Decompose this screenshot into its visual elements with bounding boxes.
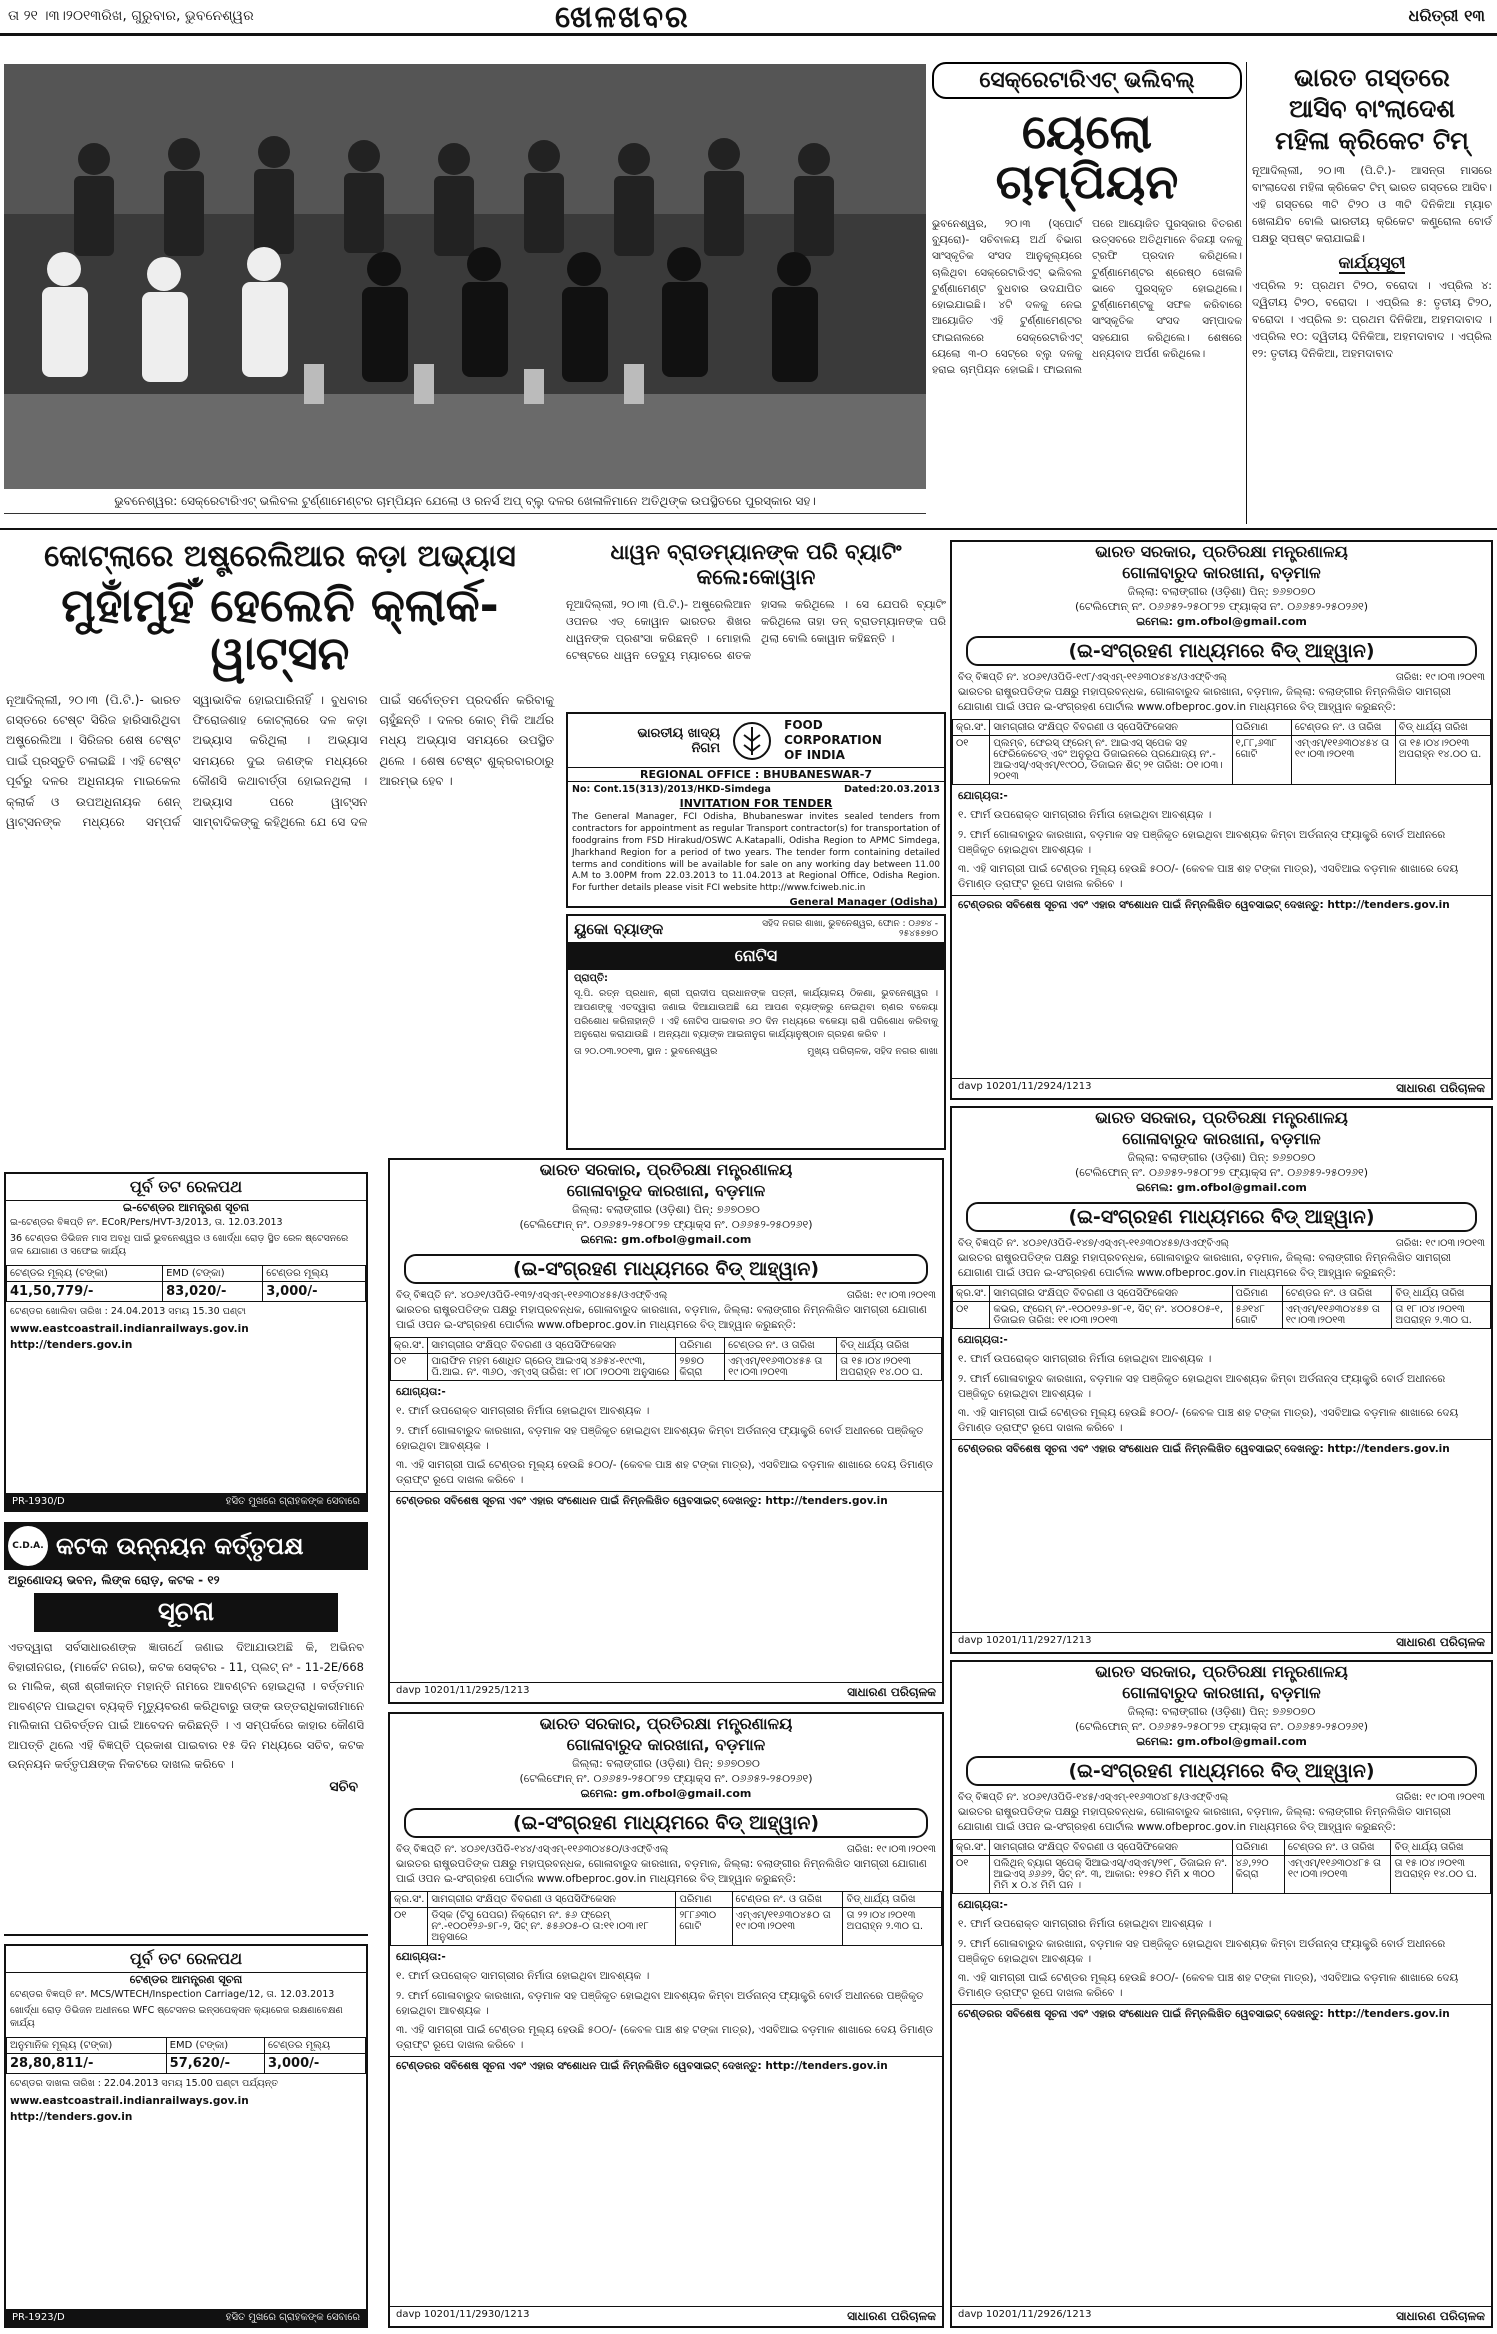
ofb-tender-ad: [388, 1158, 944, 1704]
ofb-header-1: ଭାରତ ସରକାର, ପ୍ରତିରକ୍ଷା ମନ୍ତ୍ରଣାଳୟ: [1095, 1108, 1348, 1127]
ofb-code: davp 10201/11/2925/1213: [396, 1685, 530, 1696]
ecor2-work: ଖୋର୍ଦ୍ଧା ରୋଡ଼ ଡିଭିଜନ ଅଧୀନରେ WFC ଷ୍ଟେସନର ଇନ୍‌ସପେକ୍ସନ କ୍ୟାରେଜ ରକ୍ଷଣାବେକ୍ଷଣ କାର୍ଯ୍ୟ: [10, 2005, 343, 2030]
uco-body: ସୂ.ପି. ରତ୍ନ ପ୍ରଧାନ, ଶ୍ରୀ ପ୍ରଦୀପ ପ୍ରଧାନଙ୍କ ପତ୍ନୀ, କାର୍ଯ୍ୟାଳୟ ଠିକଣା, ଭୁବନେଶ୍ୱର । ଆପଣଙ୍କୁ ଏତଦ୍ୱାରା ଜଣାଇ ଦିଆଯାଉଅଛି ଯେ ଆପଣ ବ୍ୟାଙ୍କରୁ ନେଇଥିବା ଋଣର ବକେୟା ପରିଶୋଧ କରିନାହାନ୍ତି । ଏହି ନୋଟିସ ପାଇବାର ୬୦ ଦିନ ମଧ୍ୟରେ ବକେୟା ରାଶି ପରିଶୋଧ କରିବାକୁ ଅନୁରୋଧ କରାଯାଉଛି । ଅନ୍ୟଥା ବ୍ୟାଙ୍କ ଆଇନାନୁଗ କାର୍ଯ୍ୟାନୁଷ୍ଠାନ ଗ୍ରହଣ କରିବ ।: [574, 988, 938, 1041]
ofb-eligibility-title: ଯୋଗ୍ୟତା:-: [396, 1951, 446, 1964]
ofb-intro: ଭାରତର ରାଷ୍ଟ୍ରପତିଙ୍କ ପକ୍ଷରୁ ମହାପ୍ରବନ୍ଧକ, ଗୋଳାବାରୁଦ କାରଖାନା, ବଡ଼ମାଳ, ଜିଲ୍ଲା: ବଲାଙ୍ଗୀର ନିମ୍ନଲିଖିତ ସାମଗ୍ରୀ ଯୋଗାଣ ପାଇଁ ଓପନ ଇ-ସଂଗ୍ରହଣ ପୋର୍ଟାଲ www.ofbeproc.gov.in ମାଧ୍ୟମରେ ବିଡ୍ ଆହ୍ୱାନ କରୁଛନ୍ତି:: [958, 685, 1451, 713]
ofb-col-desc: ସାମଗ୍ରୀର ସଂକ୍ଷିପ୍ତ ବିବରଣୀ ଓ ସ୍ପେସିଫିକେସନ: [990, 1286, 1232, 1302]
ofb-district: ଜିଲ୍ଲା: ବଲାଙ୍ଗୀର (ଓଡ଼ିଶା) ପିନ୍: ୭୬୭୦୭୦: [1127, 584, 1316, 598]
fci-logo-icon: [732, 721, 772, 761]
ofb-eligibility-title: ଯୋଗ୍ୟତା:-: [396, 1386, 446, 1399]
ofb-close: ତା ୧୫।୦୪।୨୦୧୩ ଅପରାହ୍ନ ୧୪.୦୦ ଘ.: [1391, 1856, 1491, 1894]
fci-org-en-1: FOOD: [784, 718, 823, 732]
cda-address: ଅରୁଣୋଦୟ ଭବନ, ଲିଙ୍କ ରୋଡ଼, କଟକ - ୧୨: [8, 1573, 220, 1587]
ofb-note-2: ୨. ଫାର୍ମ ଗୋଳାବାରୁଦ କାରଖାନା, ବଡ଼ମାଳ ସହ ପଞ୍ଜିକୃତ ହୋଇଥିବା ଆବଶ୍ୟକ କିମ୍ବା ଅର୍ଡନାନ୍ସ ଫ୍ୟାକ୍ଟ୍ରି ବୋର୍ଡ ଅଧୀନରେ ପଞ୍ଜିକୃତ ହୋଇଥିବା ଆବଶ୍ୟକ ।: [396, 1989, 924, 2017]
cricket-story: [6, 540, 554, 832]
fci-signature: General Manager (Odisha): [789, 897, 938, 909]
ecor1-value: 41,50,779/-: [7, 1281, 163, 1301]
ofb-col-qty: ପରିମାଣ: [1232, 720, 1291, 736]
table-row: [953, 736, 1491, 785]
ofb-col-tender: ଟେଣ୍ଡର ନଂ. ଓ ତାରିଖ: [725, 1338, 837, 1354]
schedule-title: କାର୍ଯ୍ୟସୂଚୀ: [1338, 252, 1406, 272]
ofb-col-tender: ଟେଣ୍ଡର ନଂ. ଓ ତାରିଖ: [1291, 720, 1395, 736]
lead-kicker: ସେକ୍ରେଟାରିଏଟ୍ ଭଲିବଲ୍: [932, 62, 1242, 99]
uco-to: ପ୍ରାପ୍ତି:: [574, 973, 609, 984]
ofb-tender-ad: [950, 1660, 1493, 2328]
ofb-sl: ୦୧: [391, 1908, 428, 1946]
ofb-phone: (ଟେଲିଫୋନ୍ ନଂ. ୦୬୬୫୨-୨୫୦୮୨୭ ଫ୍ୟାକ୍ସ ନଂ. ୦୬୬୫୨-୨୫୦୨୬୧): [519, 1217, 813, 1231]
schedule-list: ଏପ୍ରିଲ ୨: ପ୍ରଥମ ଟି୨୦, ବରୋଦା । ଏପ୍ରିଲ ୪: ଦ୍ୱିତୀୟ ଟି୨୦, ବରୋଦା । ଏପ୍ରିଲ ୫: ତୃତୀୟ ଟି୨୦, ବରୋଦା । ଏପ୍ରିଲ ୭: ପ୍ରଥମ ଦିନିକିଆ, ଅହମଦାବାଦ । ଏପ୍ରିଲ ୧୦: ଦ୍ୱିତୀୟ ଦିନିକିଆ, ଅହମଦାବାଦ । ଏପ୍ରିଲ ୧୨: ତୃତୀୟ ଦିନିକିଆ, ଅହମଦାବାଦ: [1252, 278, 1492, 361]
cda-body: ଏତଦ୍ୱାରା ସର୍ବସାଧାରଣଙ୍କ ଜ୍ଞାତାର୍ଥେ ଜଣାଇ ଦିଆଯାଉଅଛି କି, ଅଭିନବ ବିହାରୀନଗର, (ମାର୍କେଟ ନଗର), କଟକ ସେକ୍ଟର - 11, ପ୍ଲଟ୍ ନଂ - 11-2E/668 ର ମାଲିକ, ଶ୍ରୀ ଶ୍ରୀକାନ୍ତ ମହାନ୍ତି ନାମରେ ଆବଣ୍ଟନ ହୋଇଥିଲା । ବର୍ତ୍ତମାନ ଆବଣ୍ଟନ ପାଇଥିବା ବ୍ୟକ୍ତି ମୃତ୍ୟୁବରଣ କରିଥିବାରୁ ତାଙ୍କ ଉତ୍ତରାଧିକାରୀମାନେ ମାଲିକାନା ପରିବର୍ତ୍ତନ ପାଇଁ ଆବେଦନ କରିଛନ୍ତି । ଏ ସମ୍ପର୍କରେ କାହାର କୌଣସି ଆପତ୍ତି ଥିଲେ ଏହି ବିଜ୍ଞପ୍ତି ପ୍ରକାଶ ପାଇବାର ୧୫ ଦିନ ମଧ୍ୟରେ ସଚିବ, କଟକ ଉନ୍ନୟନ କର୍ତ୍ତୃପକ୍ଷଙ୍କ ନିକଟରେ ଦାଖଲ କରିବେ ।: [8, 1640, 364, 1772]
team-photo-illustration: [4, 64, 926, 489]
lead-body: ଭୁବନେଶ୍ୱର, ୨୦।୩ (ସ୍ପୋର୍ଟ ବ୍ୟୁରୋ)- ସଚିବାଳୟ ଅର୍ଥ ବିଭାଗ ସାଂସ୍କୃତିକ ସଂସଦ ଆନୁକୂଲ୍ୟରେ ଚାଲିଥିବା ସେକ୍ରେଟାରିଏଟ୍ ଭଲିବଲ ଟୁର୍ଣ୍ଣାମେଣ୍ଟ ବୁଧବାର ଉଦଯାପିତ ହୋଇଯାଇଛି। ୪ଟି ଦଳକୁ ନେଇ ଆୟୋଜିତ ଏହି ଟୁର୍ଣ୍ଣାମେଣ୍ଟର ଫାଇନାଲରେ ସେକ୍ରେଟାରିଏଟ୍ ୟେଲୋ ୩-୦ ସେଟ୍‌ରେ ବ୍ଲୁ ଦଳକୁ ହରାଇ ଚାମ୍ପିୟନ ହୋଇଛି। ଫାଇନାଲ ପରେ ଆୟୋଜିତ ପୁରସ୍କାର ବିତରଣ ଉତ୍ସବରେ ଅତିଥିମାନେ ବିଜୟୀ ଦଳକୁ ଟ୍ରଫି ପ୍ରଦାନ କରିଥିଲେ। ଟୁର୍ଣ୍ଣାମେଣ୍ଟର ଶ୍ରେଷ୍ଠ ଖେଳାଳି ଭାବେ ପୁରସ୍କୃତ ହୋଇଥିଲେ। ଟୁର୍ଣ୍ଣାମେଣ୍ଟକୁ ସଫଳ କରିବାରେ ସାଂସ୍କୃତିକ ସଂସଦ ସମ୍ପାଦକ ସହଯୋଗ କରିଥିଲେ। ଶେଷରେ ଧନ୍ୟବାଦ ଅର୍ପଣ କରିଥିଲେ।: [932, 217, 1242, 377]
fci-regional: REGIONAL OFFICE : BHUBANESWAR-7: [568, 767, 944, 782]
ofb-col-close: ବିଡ୍ ଧାର୍ଯ୍ୟ ତାରିଖ: [1395, 720, 1490, 736]
ofb-col-qty: ପରିମାଣ: [1232, 1840, 1284, 1856]
dhawan-body: ନୂଆଦିଲ୍ଲୀ, ୨୦।୩ (ପି.ଟି.)- ଅଷ୍ଟ୍ରେଲିଆନ ଓପନର ଏଡ୍ କୋୱାନ ଭାରତର ଶିଖର ଧାୱନଙ୍କ ପ୍ରଶଂସା କରିଛନ୍ତି । ମୋହାଲି ଟେଷ୍ଟରେ ଧାୱନ ଡେବ୍ୟୁ ମ୍ୟାଚରେ ଶତକ ହାସଲ କରିଥିଲେ । ସେ ଯେପରି ବ୍ୟାଟିଂ କରିଥିଲେ ତାହା ଡନ୍ ବ୍ରାଡମ୍ୟାନଙ୍କ ପରି ଥିଲା ବୋଲି କୋୱାନ କହିଛନ୍ତି ।: [566, 598, 946, 663]
uco-date: ତା ୨୦.୦୩.୨୦୧୩, ସ୍ଥାନ : ଭୁବନେଶ୍ୱର: [574, 1046, 718, 1058]
ofb-code: davp 10201/11/2924/1213: [958, 1081, 1092, 1092]
ofb-col-qty: ପରିମାଣ: [1232, 1286, 1282, 1302]
ofb-website-note[interactable]: ଟେଣ୍ଡରର ସବିଶେଷ ସୂଚନା ଏବଂ ଏହାର ସଂଶୋଧନ ପାଇଁ ନିମ୍ନଲିଖିତ ୱେବସାଇଟ୍ ଦେଖନ୍ତୁ: http://tenders.gov.in: [390, 1491, 942, 1511]
ofb-col-tender: ଟେଣ୍ଡର ନଂ. ଓ ତାରିଖ: [1284, 1840, 1391, 1856]
ofb-code: davp 10201/11/2930/1213: [396, 2309, 530, 2320]
ofb-date: ତାରିଖ: ୧୯।୦୩।୨୦୧୩: [846, 1289, 936, 1301]
ofb-sign: ସାଧାରଣ ପରିଚାଳକ: [847, 2309, 936, 2323]
ecor1-col-value: ଟେଣ୍ଡର ମୂଲ୍ୟ (ଟଙ୍କା): [7, 1265, 163, 1281]
ofb-sign: ସାଧାରଣ ପରିଚାଳକ: [1396, 1081, 1485, 1095]
ofb-header-2: ଗୋଳାବାରୁଦ କାରଖାନା, ବଡ଼ମାଳ: [1122, 1128, 1321, 1148]
side-headline-1: ଭାରତ ଗସ୍ତରେ: [1294, 63, 1450, 92]
ofb-item: ପାରାଫିନ ମହମ ଶୋଧିତ ଗ୍ରେଡ୍ ଆଇଏସ୍ ୪୬୫୪-୧୯୯୩, ପି.ଆଇ. ନଂ. ୩୬୦, ଏମ୍‌ଏସ୍ ତାରିଖ: ୧୮।୦୮।୨୦୦୩ ଅନୁସାରେ: [428, 1354, 676, 1381]
ofb-close: ତା ୧୫।୦୪।୨୦୧୩ ଅପରାହ୍ନ ୧୪.୦୦ ଘ.: [837, 1354, 942, 1381]
page-label: ଧରିତ୍ରୀ ୧୩: [1408, 6, 1485, 25]
ofb-qty: ୨୭୭୦ କିଗ୍ରା: [676, 1354, 725, 1381]
ofb-qty: ୪୬,୨୨୦ କିଗ୍ରା: [1232, 1856, 1284, 1894]
ecor2-footer: ହସିତ ମୁଖରେ ଗ୍ରାହକଙ୍କ ସେବାରେ: [225, 2312, 360, 2323]
ofb-note-1: ୧. ଫାର୍ମ ଉପରୋକ୍ତ ସାମଗ୍ରୀର ନିର୍ମାତା ହୋଇଥିବା ଆବଶ୍ୟକ ।: [396, 1970, 650, 1983]
ofb-sl: ୦୧: [953, 1856, 990, 1894]
table-row: [391, 1354, 942, 1381]
uco-bank-notice: [566, 914, 946, 1150]
ofb-header-1: ଭାରତ ସରକାର, ପ୍ରତିରକ୍ଷା ମନ୍ତ୍ରଣାଳୟ: [1095, 542, 1348, 561]
ofb-col-desc: ସାମଗ୍ରୀର ସଂକ୍ଷିପ୍ତ ବିବରଣୀ ଓ ସ୍ପେସିଫିକେସନ: [990, 1840, 1232, 1856]
dhawan-headline: ଧାୱନ ବ୍ରାଡମ୍ୟାନଙ୍କ ପରି ବ୍ୟାଟିଂ କଲେ:କୋୱାନ: [610, 540, 902, 589]
uco-address: ସହିଦ ନଗର ଶାଖା, ଭୁବନେଶ୍ୱର, ଫୋନ : ୦୬୭୪ - ୨୫୪୫୭୭୦: [762, 919, 938, 939]
ofb-note-2: ୨. ଫାର୍ମ ଗୋଳାବାରୁଦ କାରଖାନା, ବଡ଼ମାଳ ସହ ପଞ୍ଜିକୃତ ହୋଇଥିବା ଆବଶ୍ୟକ କିମ୍ବା ଅର୍ଡନାନ୍ସ ଫ୍ୟାକ୍ଟ୍ରି ବୋର୍ଡ ଅଧୀନରେ ପଞ୍ଜିକୃତ ହୋଇଥିବା ଆବଶ୍ୟକ ।: [396, 1424, 924, 1452]
column-divider: [1246, 62, 1247, 524]
ecor1-website-2[interactable]: http://tenders.gov.in: [10, 1338, 133, 1351]
section-title: ଖେଳଖବର: [555, 0, 690, 35]
ofb-intro: ଭାରତର ରାଷ୍ଟ୍ରପତିଙ୍କ ପକ୍ଷରୁ ମହାପ୍ରବନ୍ଧକ, ଗୋଳାବାରୁଦ କାରଖାନା, ବଡ଼ମାଳ, ଜିଲ୍ଲା: ବଲାଙ୍ଗୀର ନିମ୍ନଲିଖିତ ସାମଗ୍ରୀ ଯୋଗାଣ ପାଇଁ ଓପନ ଇ-ସଂଗ୍ରହଣ ପୋର୍ଟାଲ www.ofbeproc.gov.in ମାଧ୍ୟମରେ ବିଡ୍ ଆହ୍ୱାନ କରୁଛନ୍ତି:: [958, 1251, 1451, 1279]
ofb-header-1: ଭାରତ ସରକାର, ପ୍ରତିରକ୍ଷା ମନ୍ତ୍ରଣାଳୟ: [1095, 1662, 1348, 1681]
ofb-website-note[interactable]: ଟେଣ୍ଡରର ସବିଶେଷ ସୂଚନା ଏବଂ ଏହାର ସଂଶୋଧନ ପାଇଁ ନିମ୍ନଲିଖିତ ୱେବସାଇଟ୍ ଦେଖନ୍ତୁ: http://tenders.gov.in: [952, 1439, 1491, 1459]
ofb-ad-slot-3: [388, 1158, 944, 1704]
ofb-tender: ଏମ୍‌ଏମ୍/୧୧୬୩୦୪୫୫ ତା ୧୯।୦୩।୨୦୧୩: [725, 1354, 837, 1381]
ofb-header-1: ଭାରତ ସରକାର, ପ୍ରତିରକ୍ଷା ମନ୍ତ୍ରଣାଳୟ: [539, 1160, 793, 1179]
ofb-band: (ଇ-ସଂଗ୍ରହଣ ମାଧ୍ୟମରେ ବିଡ୍ ଆହ୍ୱାନ): [404, 1808, 928, 1838]
ofb-intro: ଭାରତର ରାଷ୍ଟ୍ରପତିଙ୍କ ପକ୍ଷରୁ ମହାପ୍ରବନ୍ଧକ, ଗୋଳାବାରୁଦ କାରଖାନା, ବଡ଼ମାଳ, ଜିଲ୍ଲା: ବଲାଙ୍ଗୀର ନିମ୍ନଲିଖିତ ସାମଗ୍ରୀ ଯୋଗାଣ ପାଇଁ ଓପନ ଇ-ସଂଗ୍ରହଣ ପୋର୍ଟାଲ www.ofbeproc.gov.in ମାଧ୍ୟମରେ ବିଡ୍ ଆହ୍ୱାନ କରୁଛନ୍ତି:: [396, 1303, 927, 1331]
ofb-note-2: ୨. ଫାର୍ମ ଗୋଳାବାରୁଦ କାରଖାନା, ବଡ଼ମାଳ ସହ ପଞ୍ଜିକୃତ ହୋଇଥିବା ଆବଶ୍ୟକ କିମ୍ବା ଅର୍ଡନାନ୍ସ ଫ୍ୟାକ୍ଟ୍ରି ବୋର୍ଡ ଅଧୀନରେ ପଞ୍ଜିକୃତ ହୋଇଥିବା ଆବଶ୍ୟକ ।: [958, 1937, 1446, 1965]
ofb-note-2: ୨. ଫାର୍ମ ଗୋଳାବାରୁଦ କାରଖାନା, ବଡ଼ମାଳ ସହ ପଞ୍ଜିକୃତ ହୋଇଥିବା ଆବଶ୍ୟକ କିମ୍ବା ଅର୍ଡନାନ୍ସ ଫ୍ୟାକ୍ଟ୍ରି ବୋର୍ଡ ଅଧୀନରେ ପଞ୍ଜିକୃତ ହୋଇଥିବା ଆବଶ୍ୟକ ।: [958, 828, 1446, 856]
uco-bank-name: ୟୁକୋ ବ୍ୟାଙ୍କ: [574, 920, 664, 938]
ofb-ad-slot-2: [950, 1106, 1493, 1654]
ecor2-title: ପୂର୍ବ ତଟ ରେଳପଥ: [6, 1946, 366, 1973]
ecor2-col-emd: EMD (ଟଙ୍କା): [166, 2037, 264, 2053]
ofb-sign: ସାଧାରଣ ପରିଚାଳକ: [1396, 2309, 1485, 2323]
side-headline-3: ମହିଳା କ୍ରିକେଟ ଟିମ୍: [1275, 125, 1469, 155]
ofb-item: ପଲିଥିନ୍ ବ୍ୟାଗ ସ୍ପେକ୍ ସିଆଇଏସ୍/ଏସ୍‌ଏମ୍/୨୧୮, ଡିଜାଇନ ନଂ. ଆଇଏସ୍ ୬୬୬୨, ସିଟ୍ ନଂ. ୩, ଆକାର: ୧୨୫୦ ମିମି x ୩୦୦ ମିମି x ୦.୪ ମିମି ଘନ ।: [990, 1856, 1232, 1894]
ofb-district: ଜିଲ୍ଲା: ବଲାଙ୍ଗୀର (ଓଡ଼ିଶା) ପିନ୍: ୭୬୭୦୭୦: [1127, 1704, 1316, 1718]
ecor2-website-2[interactable]: http://tenders.gov.in: [10, 2110, 133, 2123]
ofb-eligibility-title: ଯୋଗ୍ୟତା:-: [958, 1334, 1008, 1347]
fci-body: The General Manager, FCI Odisha, Bhubaneswar invites sealed tenders from contractors for appointment as regular Transport contractor(s) for transportation of foodgrains from FSD Hirakud/OSWC A.Katapalli, Odisha Region to APMC Simdega, Jharkhand Region for a period of two years. The tender form containing detailed terms and conditions will be available for sale on any working day between 11.00 A.M to 3.00PM from 22.03.2013 to 11.04.2013 at Regional Office, Odisha Region. For further details please visit FCI website http://www.fciweb.nic.in: [572, 812, 940, 894]
ofb-date: ତାରିଖ: ୧୯।୦୩।୨୦୧୩: [1395, 671, 1485, 683]
uco-notice-title: ନୋଟିସ: [568, 942, 944, 970]
ecor-tender-ad-2: [4, 1944, 368, 2328]
fci-dated: Dated:20.03.2013: [844, 784, 940, 795]
ecor1-title: ପୂର୍ବ ତଟ ରେଳପଥ: [6, 1174, 366, 1201]
ecor1-col-emd: EMD (ଟଙ୍କା): [163, 1265, 263, 1281]
masthead: [0, 0, 1497, 36]
ofb-col-sl: କ୍ର.ସଂ.: [953, 1840, 990, 1856]
fci-org-en-3: OF INDIA: [784, 748, 845, 762]
ofb-col-desc: ସାମଗ୍ରୀର ସଂକ୍ଷିପ୍ତ ବିବରଣୀ ଓ ସ୍ପେସିଫିକେସନ: [428, 1338, 676, 1354]
ecor2-col-cost: ଟେଣ୍ଡର ମୂଲ୍ୟ: [265, 2037, 366, 2053]
cricket-body: ନୂଆଦିଲ୍ଲୀ, ୨୦।୩ (ପି.ଟି.)- ଭାରତ ଗସ୍ତରେ ଟେଷ୍ଟ ସିରିଜ ହାରିସାରିଥିବା ଅଷ୍ଟ୍ରେଲିଆ । ସିରିଜର ଶେଷ ଟେଷ୍ଟ ପାଇଁ ପ୍ରସ୍ତୁତି ଚଳାଇଛି । ଏହି ଟେଷ୍ଟ ପୂର୍ବରୁ ଦଳର ଅଧିନାୟକ ମାଇକେଲ କ୍ଲାର୍କ ଓ ଉପଅଧିନାୟକ ଶେନ୍ ୱାଟ୍‌ସନଙ୍କ ମଧ୍ୟରେ ସମ୍ପର୍କ ସ୍ୱାଭାବିକ ହୋଇପାରିନାହିଁ । ବୁଧବାର ଫିରୋଜଶାହ କୋଟ୍‌ଲାରେ ଦଳ କଡ଼ା ଅଭ୍ୟାସ କରିଥିଲା । ଅଭ୍ୟାସ ସମୟରେ ଦୁଇ ଜଣଙ୍କ ମଧ୍ୟରେ କୌଣସି କଥାବାର୍ତ୍ତା ହୋଇନଥିଲା । ଅଭ୍ୟାସ ପରେ ୱାଟ୍‌ସନ ସାମ୍ବାଦିକଙ୍କୁ କହିଥିଲେ ଯେ ସେ ଦଳ ପାଇଁ ସର୍ବୋତ୍ତମ ପ୍ରଦର୍ଶନ କରିବାକୁ ଚାହୁଁଛନ୍ତି । ଦଳର କୋଚ୍ ମିକି ଆର୍ଥର ମଧ୍ୟ ଅଭ୍ୟାସ ସମୟରେ ଉପସ୍ଥିତ ଥିଲେ । ଶେଷ ଟେଷ୍ଟ ଶୁକ୍ରବାରଠାରୁ ଆରମ୍ଭ ହେବ ।: [6, 692, 554, 829]
side-headline-2: ଆସିବ ବାଂଲାଦେଶ: [1289, 94, 1455, 124]
ofb-ad-slot-5: [950, 1660, 1493, 2328]
ofb-col-tender: ଟେଣ୍ଡର ନଂ. ଓ ତାରିଖ: [732, 1892, 843, 1908]
ecor1-website[interactable]: www.eastcoastrail.indianrailways.gov.in: [10, 1322, 249, 1335]
ofb-note-3: ୩. ଏହି ସାମଗ୍ରୀ ପାଇଁ ଟେଣ୍ଡର ମୂଲ୍ୟ ହେଉଛି ୫୦୦/- (କେବଳ ପାଞ୍ଚ ଶହ ଟଙ୍କା ମାତ୍ର), ଏସବିଆଇ ବଡ଼ମାଳ ଶାଖାରେ ଦେୟ ଡିମାଣ୍ଡ ଡ୍ରାଫ୍ଟ ରୂପେ ଦାଖଲ କରିବେ ।: [396, 2024, 934, 2052]
ofb-header-2: ଗୋଳାବାରୁଦ କାରଖାନା, ବଡ଼ମାଳ: [1122, 562, 1321, 582]
lead-story: [932, 62, 1242, 378]
dhawan-story: [566, 540, 946, 664]
ofb-note-1: ୧. ଫାର୍ମ ଉପରୋକ୍ତ ସାମଗ୍ରୀର ନିର୍ମାତା ହୋଇଥିବା ଆବଶ୍ୟକ ।: [958, 1918, 1212, 1931]
ofb-website-note[interactable]: ଟେଣ୍ଡରର ସବିଶେଷ ସୂଚନା ଏବଂ ଏହାର ସଂଶୋଧନ ପାଇଁ ନିମ୍ନଲିଖିତ ୱେବସାଇଟ୍ ଦେଖନ୍ତୁ: http://tenders.gov.in: [390, 2056, 942, 2076]
fci-ref: No: Cont.15(313)/2013/HKD-Simdega: [572, 784, 771, 795]
ofb-code: davp 10201/11/2927/1213: [958, 1635, 1092, 1646]
ofb-qty: ୫୬୧୪୮ ଗୋଟି: [1232, 1302, 1282, 1329]
ofb-phone: (ଟେଲିଫୋନ୍ ନଂ. ୦୬୬୫୨-୨୫୦୮୨୭ ଫ୍ୟାକ୍ସ ନଂ. ୦୬୬୫୨-୨୫୦୨୬୧): [519, 1771, 813, 1785]
ofb-col-sl: କ୍ର.ସଂ.: [953, 1286, 990, 1302]
ecor2-cost: 3,000/-: [265, 2053, 366, 2073]
ecor-tender-ad-1: [4, 1172, 368, 1512]
ofb-ref: ବିଡ୍ ବିଜ୍ଞପ୍ତି ନଂ. ୪୦୬୧/ଓପିଡି-୧୪୪/ଏସ୍‌ଏମ୍-୧୧୬୩୦୪୫୦/ଓଏଫ୍‌ବିଏଲ୍: [396, 1843, 669, 1855]
ofb-district: ଜିଲ୍ଲା: ବଲାଙ୍ଗୀର (ଓଡ଼ିଶା) ପିନ୍: ୭୬୭୦୭୦: [572, 1202, 760, 1216]
ofb-note-2: ୨. ଫାର୍ମ ଗୋଳାବାରୁଦ କାରଖାନା, ବଡ଼ମାଳ ସହ ପଞ୍ଜିକୃତ ହୋଇଥିବା ଆବଶ୍ୟକ କିମ୍ବା ଅର୍ଡନାନ୍ସ ଫ୍ୟାକ୍ଟ୍ରି ବୋର୍ଡ ଅଧୀନରେ ପଞ୍ଜିକୃତ ହୋଇଥିବା ଆବଶ୍ୟକ ।: [958, 1372, 1446, 1400]
ofb-phone: (ଟେଲିଫୋନ୍ ନଂ. ୦୬୬୫୨-୨୫୦୮୨୭ ଫ୍ୟାକ୍ସ ନଂ. ୦୬୬୫୨-୨୫୦୨୬୧): [1074, 1719, 1369, 1733]
ofb-col-desc: ସାମଗ୍ରୀର ସଂକ୍ଷିପ୍ତ ବିବରଣୀ ଓ ସ୍ପେସିଫିକେସନ: [990, 720, 1232, 736]
ofb-phone: (ଟେଲିଫୋନ୍ ନଂ. ୦୬୬୫୨-୨୫୦୮୨୭ ଫ୍ୟାକ୍ସ ନଂ. ୦୬୬୫୨-୨୫୦୨୬୧): [1074, 599, 1369, 613]
ofb-col-close: ବିଡ୍ ଧାର୍ଯ୍ୟ ତାରିଖ: [843, 1892, 942, 1908]
ofb-sign: ସାଧାରଣ ପରିଚାଳକ: [1396, 1635, 1485, 1649]
cricket-kicker: କୋଟ୍‌ଲାରେ ଅଷ୍ଟ୍ରେଲିଆର କଡ଼ା ଅଭ୍ୟାସ: [44, 539, 516, 574]
ofb-col-sl: କ୍ର.ସଂ.: [953, 720, 990, 736]
ofb-table: [390, 1891, 942, 1946]
fci-org-odia: ଭାରତୀୟ ଖାଦ୍ୟ ନିଗମ: [637, 725, 721, 756]
ofb-item: ଡିସ୍କ (ଟିସୁ ପେପର) ନିକ୍ରୋମ ନଂ. ୫୬ ଫ୍ରେମ୍ ନଂ.-୧୦୦୧୨୬-୭୮-୨, ସିଟ୍ ନଂ. ୫୫୬୦୫-୦ ତା:୧୧।୦୩।୧୮ ଅନୁସାରେ: [428, 1908, 676, 1946]
ofb-eligibility-title: ଯୋଗ୍ୟତା:-: [958, 790, 1008, 803]
ecor1-cost: 3,000/-: [263, 1281, 366, 1301]
ofb-note-1: ୧. ଫାର୍ମ ଉପରୋକ୍ତ ସାମଗ୍ରୀର ନିର୍ମାତା ହୋଇଥିବା ଆବଶ୍ୟକ ।: [396, 1405, 650, 1418]
ofb-tender: ଏମ୍‌ଏମ୍/୧୧୬୩୦୪୮୫ ତା ୧୯।୦୩।୨୦୧୩: [1284, 1856, 1391, 1894]
ofb-table: [952, 719, 1491, 785]
ofb-ref: ବିଡ୍ ବିଜ୍ଞପ୍ତି ନଂ. ୪୦୬୧/ଓପିଡି-୧୪୫/ଏସ୍‌ଏମ୍-୧୧୬୩୦୪୮୫/ଓଏଫ୍‌ବିଏଲ୍: [958, 1791, 1229, 1803]
fci-tender-ad: [566, 712, 946, 908]
side-body: ନୂଆଦିଲ୍ଲୀ, ୨୦।୩ (ପି.ଟି.)- ଆସନ୍ତା ମାସରେ ବାଂଲାଦେଶ ମହିଳା କ୍ରିକେଟ ଟିମ୍ ଭାରତ ଗସ୍ତରେ ଆସିବ। ଏହି ଗସ୍ତରେ ୩ଟି ଟି୨୦ ଓ ୩ଟି ଦିନିକିଆ ମ୍ୟାଚ ଖେଳାଯିବ ବୋଲି ଭାରତୀୟ କ୍ରିକେଟ କଣ୍ଟ୍ରୋଲ ବୋର୍ଡ ପକ୍ଷରୁ ସ୍ପଷ୍ଟ କରାଯାଇଛି।: [1252, 163, 1492, 245]
ofb-col-sl: କ୍ର.ସଂ.: [391, 1338, 428, 1354]
ofb-ref: ବିଡ୍ ବିଜ୍ଞପ୍ତି ନଂ. ୪୦୬୧/ଓପିଡି-୧୯୮/ଏସ୍‌ଏମ୍-୧୧୬୩୦୪୫୪/ଓଏଫ୍‌ବିଏଲ୍: [958, 671, 1227, 683]
ofb-district: ଜିଲ୍ଲା: ବଲାଙ୍ଗୀର (ଓଡ଼ିଶା) ପିନ୍: ୭୬୭୦୭୦: [572, 1756, 760, 1770]
ofb-note-1: ୧. ଫାର୍ମ ଉପରୋକ୍ତ ସାମଗ୍ରୀର ନିର୍ମାତା ହୋଇଥିବା ଆବଶ୍ୟକ ।: [958, 809, 1212, 822]
ofb-band: (ଇ-ସଂଗ୍ରହଣ ମାଧ୍ୟମରେ ବିଡ୍ ଆହ୍ୱାନ): [966, 1756, 1477, 1786]
ofb-qty: ୨୮୮୬୩୦ ଗୋଟି: [676, 1908, 732, 1946]
ofb-date: ତାରିଖ: ୧୯।୦୩।୨୦୧୩: [846, 1843, 936, 1855]
ofb-intro: ଭାରତର ରାଷ୍ଟ୍ରପତିଙ୍କ ପକ୍ଷରୁ ମହାପ୍ରବନ୍ଧକ, ଗୋଳାବାରୁଦ କାରଖାନା, ବଡ଼ମାଳ, ଜିଲ୍ଲା: ବଲାଙ୍ଗୀର ନିମ୍ନଲିଖିତ ସାମଗ୍ରୀ ଯୋଗାଣ ପାଇଁ ଓପନ ଇ-ସଂଗ୍ରହଣ ପୋର୍ଟାଲ www.ofbeproc.gov.in ମାଧ୍ୟମରେ ବିଡ୍ ଆହ୍ୱାନ କରୁଛନ୍ତି:: [958, 1805, 1451, 1833]
fci-title: INVITATION FOR TENDER: [679, 797, 833, 810]
ofb-table: [390, 1337, 942, 1381]
ofb-tender-ad: [950, 1106, 1493, 1654]
ofb-col-close: ବିଡ୍ ଧାର୍ଯ୍ୟ ତାରିଖ: [837, 1338, 942, 1354]
ofb-tender: ଏମ୍‌ଏମ୍/୧୧୬୩୦୪୫୪ ତା ୧୯।୦୩।୨୦୧୩: [1291, 736, 1395, 785]
ofb-date: ତାରିଖ: ୧୯।୦୩।୨୦୧୩: [1395, 1237, 1485, 1249]
ofb-email: ଇମେଲ: gm.ofbol@gmail.com: [1136, 615, 1307, 629]
cda-org: କଟକ ଉନ୍ନୟନ କର୍ତ୍ତୃପକ୍ଷ: [56, 1532, 304, 1560]
ofb-sl: ୦୧: [953, 1302, 990, 1329]
ecor2-code: PR-1923/D: [12, 2312, 65, 2323]
ofb-eligibility-title: ଯୋଗ୍ୟତା:-: [958, 1899, 1008, 1912]
ecor2-dates: ଟେଣ୍ଡର ଦାଖଲ ତାରିଖ : 22.04.2013 ସମୟ 15.00 ଘଣ୍ଟା ପର୍ଯ୍ୟନ୍ତ: [10, 2077, 279, 2089]
ofb-intro: ଭାରତର ରାଷ୍ଟ୍ରପତିଙ୍କ ପକ୍ଷରୁ ମହାପ୍ରବନ୍ଧକ, ଗୋଳାବାରୁଦ କାରଖାନା, ବଡ଼ମାଳ, ଜିଲ୍ଲା: ବଲାଙ୍ଗୀର ନିମ୍ନଲିଖିତ ସାମଗ୍ରୀ ଯୋଗାଣ ପାଇଁ ଓପନ ଇ-ସଂଗ୍ରହଣ ପୋର୍ଟାଲ www.ofbeproc.gov.in ମାଧ୍ୟମରେ ବିଡ୍ ଆହ୍ୱାନ କରୁଛନ୍ତି:: [396, 1857, 927, 1885]
table-row: [953, 1856, 1491, 1894]
ofb-col-qty: ପରିମାଣ: [676, 1338, 725, 1354]
ofb-close: ତା ୨୨।୦୪।୨୦୧୩ ଅପରାହ୍ନ ୨.୩୦ ଘ.: [843, 1908, 942, 1946]
ofb-band: (ଇ-ସଂଗ୍ରହଣ ମାଧ୍ୟମରେ ବିଡ୍ ଆହ୍ୱାନ): [404, 1254, 928, 1284]
ofb-ad-slot-4: [388, 1712, 944, 2328]
cda-title: ସୂଚନା: [34, 1593, 338, 1632]
ofb-note-3: ୩. ଏହି ସାମଗ୍ରୀ ପାଇଁ ଟେଣ୍ଡର ମୂଲ୍ୟ ହେଉଛି ୫୦୦/- (କେବଳ ପାଞ୍ଚ ଶହ ଟଙ୍କା ମାତ୍ର), ଏସବିଆଇ ବଡ଼ମାଳ ଶାଖାରେ ଦେୟ ଡିମାଣ୍ଡ ଡ୍ରାଫ୍ଟ ରୂପେ ଦାଖଲ କରିବେ ।: [958, 1407, 1459, 1435]
ofb-close: ତା ୧୫।୦୪।୨୦୧୩ ଅପରାହ୍ନ ୧୪.୦୦ ଘ.: [1395, 736, 1490, 785]
ofb-website-note[interactable]: ଟେଣ୍ଡରର ସବିଶେଷ ସୂଚନା ଏବଂ ଏହାର ସଂଶୋଧନ ପାଇଁ ନିମ୍ନଲିଖିତ ୱେବସାଇଟ୍ ଦେଖନ୍ତୁ: http://tenders.gov.in: [952, 895, 1491, 915]
ofb-col-close: ବିଡ୍ ଧାର୍ଯ୍ୟ ତାରିଖ: [1391, 1840, 1491, 1856]
cda-sign: ସଚିବ: [329, 1778, 358, 1795]
uco-sign: ମୁଖ୍ୟ ପରିଚାଳକ, ସହିଦ ନଗର ଶାଖା: [807, 1046, 938, 1058]
ofb-date: ତାରିଖ: ୧୯।୦୩।୨୦୧୩: [1395, 1791, 1485, 1803]
ofb-tender: ଏମ୍‌ଏମ୍/୧୧୬୩୦୪୫୭ ତା ୧୯।୦୩।୨୦୧୩: [1282, 1302, 1392, 1329]
ofb-header-1: ଭାରତ ସରକାର, ପ୍ରତିରକ୍ଷା ମନ୍ତ୍ରଣାଳୟ: [539, 1714, 793, 1733]
ofb-tender-ad: [950, 540, 1493, 1100]
cda-logo: C.D.A.: [8, 1526, 48, 1566]
ofb-band: (ଇ-ସଂଗ୍ରହଣ ମାଧ୍ୟମରେ ବିଡ୍ ଆହ୍ୱାନ): [966, 1202, 1477, 1232]
ofb-qty: ୧,୮୮,୬୩୮ ଗୋଟି: [1232, 736, 1291, 785]
team-photo: [4, 64, 926, 489]
ofb-col-qty: ପରିମାଣ: [676, 1892, 732, 1908]
cricket-headline: ମୁହାଁମୁହିଁ ହେଲେନି କ୍ଲାର୍କ-ୱାଟ୍‌ସନ: [61, 578, 499, 681]
ofb-email: ଇମେଲ: gm.ofbol@gmail.com: [580, 1233, 752, 1247]
ecor2-col-value: ଅନୁମାନିକ ମୂଲ୍ୟ (ଟଙ୍କା): [7, 2037, 167, 2053]
lead-headline: ୟେଲୋ ଚାମ୍ପିୟନ: [995, 104, 1179, 211]
ofb-close: ତା ୧୮।୦୪।୨୦୧୩ ଅପରାହ୍ନ ୨.୩୦ ଘ.: [1392, 1302, 1491, 1329]
ecor2-emd: 57,620/-: [166, 2053, 264, 2073]
ofb-tender: ଏମ୍‌ଏମ୍/୧୧୬୩୦୪୫୦ ତା ୧୯।୦୩।୨୦୧୩: [732, 1908, 843, 1946]
fci-org-en-2: CORPORATION: [784, 733, 882, 747]
ofb-header-2: ଗୋଳାବାରୁଦ କାରଖାନା, ବଡ଼ମାଳ: [566, 1734, 766, 1754]
ofb-item: ପ୍ଲମ୍ବ, ଫେରସ୍ ଫ୍ରେମ୍ ନଂ. ଆଇଏସ୍ ସ୍ପେକ ସହ ଫେରିକେଟେଡ୍ ଏବଂ ଅନୁରୂପ ଡିଜାଇନରେ ପ୍ରଯୋଜ୍ୟ ନଂ.-ଆଇଏସ୍/ଏସ୍‌ଏମ୍/୧୯୦୦, ଡିଜାଇନ ଶିଟ୍ ୨୧ ତାରିଖ: ୦୧।୦୩।୨୦୧୩: [990, 736, 1232, 785]
ofb-note-3: ୩. ଏହି ସାମଗ୍ରୀ ପାଇଁ ଟେଣ୍ଡର ମୂଲ୍ୟ ହେଉଛି ୫୦୦/- (କେବଳ ପାଞ୍ଚ ଶହ ଟଙ୍କା ମାତ୍ର), ଏସବିଆଇ ବଡ଼ମାଳ ଶାଖାରେ ଦେୟ ଡିମାଣ୍ଡ ଡ୍ରାଫ୍ଟ ରୂପେ ଦାଖଲ କରିବେ ।: [958, 863, 1459, 891]
ofb-header-2: ଗୋଳାବାରୁଦ କାରଖାନା, ବଡ଼ମାଳ: [1122, 1682, 1321, 1702]
ofb-sl: ୦୧: [953, 736, 990, 785]
ecor1-subtitle: ଇ-ଟେଣ୍ଡର ଆମନ୍ତ୍ରଣ ସୂଚନା: [122, 1201, 250, 1214]
ofb-code: davp 10201/11/2926/1213: [958, 2309, 1092, 2320]
ecor1-footer: ହସିତ ମୁଖରେ ଗ୍ରାହକଙ୍କ ସେବାରେ: [225, 1496, 360, 1507]
ofb-table: [952, 1285, 1491, 1329]
ecor2-subtitle: ଟେଣ୍ଡର ଆମନ୍ତ୍ରଣ ସୂଚନା: [129, 1973, 243, 1986]
ecor1-col-cost: ଟେଣ୍ଡର ମୂଲ୍ୟ: [263, 1265, 366, 1281]
ofb-note-1: ୧. ଫାର୍ମ ଉପରୋକ୍ତ ସାମଗ୍ରୀର ନିର୍ମାତା ହୋଇଥିବା ଆବଶ୍ୟକ ।: [958, 1353, 1212, 1366]
ecor1-ref: ଇ-ଟେଣ୍ଡର ବିଜ୍ଞପ୍ତି ନଂ. ECoR/Pers/HVT-3/2013, ତା. 12.03.2013: [10, 1217, 283, 1228]
ofb-col-close: ବିଡ୍ ଧାର୍ଯ୍ୟ ତାରିଖ: [1392, 1286, 1491, 1302]
cda-notice: [4, 1522, 368, 1936]
ofb-note-3: ୩. ଏହି ସାମଗ୍ରୀ ପାଇଁ ଟେଣ୍ଡର ମୂଲ୍ୟ ହେଉଛି ୫୦୦/- (କେବଳ ପାଞ୍ଚ ଶହ ଟଙ୍କା ମାତ୍ର), ଏସବିଆଇ ବଡ଼ମାଳ ଶାଖାରେ ଦେୟ ଡିମାଣ୍ଡ ଡ୍ରାଫ୍ଟ ରୂପେ ଦାଖଲ କରିବେ ।: [396, 1459, 934, 1487]
ecor1-table: [6, 1265, 366, 1302]
ofb-email: ଇମେଲ: gm.ofbol@gmail.com: [1136, 1181, 1307, 1195]
ecor1-dates: ଟେଣ୍ଡର ଖୋଲିବା ତାରିଖ : 24.04.2013 ସମୟ 15.30 ଘଣ୍ଟା: [10, 1305, 246, 1317]
ofb-col-desc: ସାମଗ୍ରୀର ସଂକ୍ଷିପ୍ତ ବିବରଣୀ ଓ ସ୍ପେସିଫିକେସନ: [428, 1892, 676, 1908]
ofb-sign: ସାଧାରଣ ପରିଚାଳକ: [847, 1685, 936, 1699]
ofb-table: [952, 1839, 1491, 1894]
ofb-sl: ୦୧: [391, 1354, 428, 1381]
ofb-district: ଜିଲ୍ଲା: ବଲାଙ୍ଗୀର (ଓଡ଼ିଶା) ପିନ୍: ୭୬୭୦୭୦: [1127, 1150, 1316, 1164]
ecor1-emd: 83,020/-: [163, 1281, 263, 1301]
table-row: [953, 1302, 1491, 1329]
ofb-ad-slot-1: [950, 540, 1493, 1100]
ofb-col-tender: ଟେଣ୍ଡର ନଂ. ଓ ତାରିଖ: [1282, 1286, 1392, 1302]
ofb-ref: ବିଡ୍ ବିଜ୍ଞପ୍ତି ନଂ. ୪୦୬୧/ଓପିଡି-୧୪୭/ଏସ୍‌ଏମ୍-୧୧୬୩୦୪୫୭/ଓଏଫ୍‌ବିଏଲ୍: [958, 1237, 1229, 1249]
ecor1-work: 36 ଟେଣ୍ଡର ଡିଭିଜନ ମାସ ଅବଧି ପାଇଁ ଭୁବନେଶ୍ୱର ଓ ଖୋର୍ଦ୍ଧା ରୋଡ଼ ସ୍ଥିତ ରେଳ ଷ୍ଟେସନରେ ଜଳ ଯୋଗାଣ ଓ ସଫେଇ କାର୍ଯ୍ୟ: [10, 1233, 349, 1258]
ecor2-website[interactable]: www.eastcoastrail.indianrailways.gov.in: [10, 2094, 249, 2107]
date-line: ତା ୨୧ ।୩।୨୦୧୩ରିଖ, ଗୁରୁବାର, ଭୁବନେଶ୍ୱର: [8, 8, 254, 24]
bangladesh-story: [1252, 62, 1492, 362]
photo-caption: ଭୁବନେଶ୍ୱର: ସେକ୍ରେଟାରିଏଟ୍ ଭଲିବଲ ଟୁର୍ଣ୍ଣାମେଣ୍ଟର ଚାମ୍ପିୟନ ଯେଲୋ ଓ ରନର୍ସ ଅପ୍ ବ୍ଲୁ ଦଳର ଖେଳାଳିମାନେ ଅତିଥିଙ୍କ ଉପସ୍ଥିତରେ ପୁରସ୍କାର ସହ।: [4, 490, 926, 514]
ofb-website-note[interactable]: ଟେଣ୍ଡରର ସବିଶେଷ ସୂଚନା ଏବଂ ଏହାର ସଂଶୋଧନ ପାଇଁ ନିମ୍ନଲିଖିତ ୱେବସାଇଟ୍ ଦେଖନ୍ତୁ: http://tenders.gov.in: [952, 2004, 1491, 2024]
ofb-email: ଇମେଲ: gm.ofbol@gmail.com: [1136, 1735, 1307, 1749]
ofb-email: ଇମେଲ: gm.ofbol@gmail.com: [580, 1787, 752, 1801]
horizontal-rule: [0, 528, 1497, 530]
ofb-band: (ଇ-ସଂଗ୍ରହଣ ମାଧ୍ୟମରେ ବିଡ୍ ଆହ୍ୱାନ): [966, 636, 1477, 666]
ecor2-table: [6, 2037, 366, 2074]
ofb-item: କଭର, ଫ୍ରେମ୍ ନଂ.-୧୦୦୧୨୬-୭୮-୧, ସିଟ୍ ନଂ. ୪୦୦୫୦୫-୧, ଡିଜାଇନ ତାରିଖ: ୧୧।୦୩।୨୦୧୩: [990, 1302, 1232, 1329]
ofb-ref: ବିଡ୍ ବିଜ୍ଞପ୍ତି ନଂ. ୪୦୬୧/ଓପିଡି-୧୩୨/ଏସ୍‌ଏମ୍-୧୧୬୩୦୪୫୫/ଓଏଫ୍‌ବିଏଲ୍: [396, 1289, 668, 1301]
ofb-col-sl: କ୍ର.ସଂ.: [391, 1892, 428, 1908]
ecor2-ref: ଟେଣ୍ଡର ବିଜ୍ଞପ୍ତି ନଂ. MCS/WTECH/Inspection Carriage/12, ତା. 12.03.2013: [10, 1989, 335, 2000]
ofb-phone: (ଟେଲିଫୋନ୍ ନଂ. ୦୬୬୫୨-୨୫୦୮୨୭ ଫ୍ୟାକ୍ସ ନଂ. ୦୬୬୫୨-୨୫୦୨୬୧): [1074, 1165, 1369, 1179]
ecor2-value: 28,80,811/-: [7, 2053, 167, 2073]
ecor1-code: PR-1930/D: [12, 1496, 65, 1507]
ofb-tender-ad: [388, 1712, 944, 2328]
ofb-header-2: ଗୋଳାବାରୁଦ କାରଖାନା, ବଡ଼ମାଳ: [566, 1180, 766, 1200]
table-row: [391, 1908, 942, 1946]
ofb-note-3: ୩. ଏହି ସାମଗ୍ରୀ ପାଇଁ ଟେଣ୍ଡର ମୂଲ୍ୟ ହେଉଛି ୫୦୦/- (କେବଳ ପାଞ୍ଚ ଶହ ଟଙ୍କା ମାତ୍ର), ଏସବିଆଇ ବଡ଼ମାଳ ଶାଖାରେ ଦେୟ ଡିମାଣ୍ଡ ଡ୍ରାଫ୍ଟ ରୂପେ ଦାଖଲ କରିବେ ।: [958, 1972, 1459, 2000]
